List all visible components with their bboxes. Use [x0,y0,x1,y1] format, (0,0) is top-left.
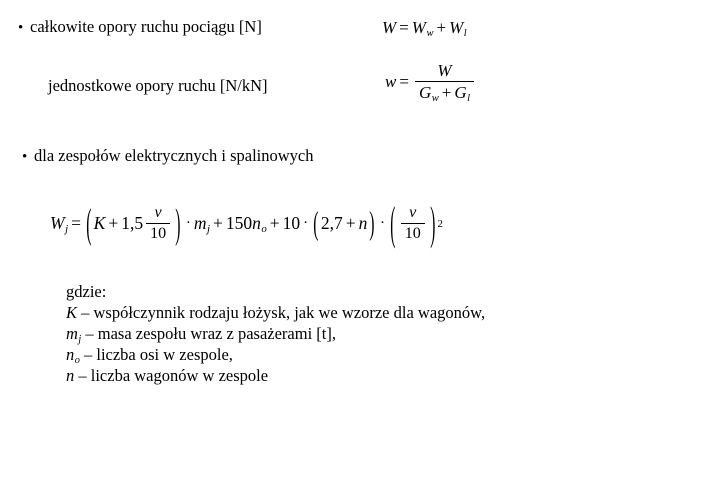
label-unit-resistance: jednostkowe opory ruchu [N/kN] [48,76,268,95]
formula3-axles-base: n [252,213,261,234]
legend-entry-n [66,365,485,386]
formula3-frac2-denominator: 10 [404,224,421,242]
legend-symbol-n-axles-sub: o [74,354,80,366]
formula1-term2 [449,18,467,38]
formula3-fraction-2 [401,205,425,243]
formula2-den-term1-base: G [418,82,432,102]
formula3-dot-3: · [380,215,386,232]
formula-emu-resistance: $W_j$ = ( K + 1,5 $\frac{v}{10}$ ) · $m_j$ + 150 $n_o$ + 10 · ( 2,7 + n ) · ( $\frac{v}{10}$ ) 2 [50,197,443,251]
formula3-fraction-1 [146,205,170,243]
bullet-label-total-resistance: całkowite opory ruchu pociągu [N] [30,17,262,36]
legend-text-n-axles: liczba osi w zespole, [96,345,233,364]
formula2-den-term2-base: G [454,82,467,102]
legend-text-K: współczynnik rodzaju łożysk, jak we wzorze dla wagonów, [93,303,486,322]
formula3-frac2-numerator: v [409,204,417,221]
formula3-equals: = [71,213,81,234]
formula3-lhs-sub: j [65,223,69,236]
bullet-label-emu-dmu: dla zespołów elektrycznych i spalinowych [34,146,314,165]
formula2-den-term2-sub: l [467,92,471,104]
formula3-open-paren: ( [86,200,92,248]
formula3-mass-base: m [193,213,207,234]
formula3-dot-1: · [185,215,191,232]
formula1-lhs: W [382,18,397,37]
formula1-term1-base: W [411,18,426,37]
legend-dash-n: – [78,366,87,385]
legend-heading: gdzie: [66,282,107,301]
formula3-plus-2: + [213,213,223,234]
formula3-dot-2: · [303,215,309,232]
formula3-open-paren-3: ( [390,197,396,251]
legend-dash-m: – [85,324,94,343]
formula1-equals: = [399,18,409,37]
formula1-plus: + [436,18,447,37]
legend-symbol-K: K [66,303,78,322]
legend-entry-K [66,302,485,323]
formula3-plus-1: + [108,213,119,234]
bullet-item-emu-dmu [22,146,314,166]
formula2-equals: = [399,71,409,91]
formula3-plus-4: + [345,213,356,234]
formula1-term2-sub: l [463,27,467,39]
formula3-mass-sub: j [206,223,210,236]
formula2-den-plus: + [441,82,452,102]
bullet-item-total-resistance [18,17,262,37]
formula3-close-paren-3: ) [430,197,436,251]
formula3-plus-3: + [269,213,280,234]
formula2-lhs: w [385,71,397,91]
formula2-fraction [415,62,474,102]
legend-symbol-m-sub: j [78,333,82,345]
formula2-denominator [415,84,474,102]
bullet-marker-icon: • [18,20,24,36]
legend-entry-no [66,344,485,365]
formula3-frac1-denominator: 10 [150,224,167,242]
formula3-coefficient: 1,5 [121,213,144,234]
formula1-term1-sub: w [426,27,434,39]
formula-unit-resistance [385,62,477,102]
formula3-axles [252,213,267,234]
formula1-term1 [412,18,434,38]
formula3-lhs [50,213,68,234]
legend-text-n: liczba wagonów w zespole [90,366,269,385]
legend-block [66,281,485,386]
formula3-close-paren-2: ) [369,205,375,242]
formula3-k: K [93,213,106,234]
legend-entry-mj [66,323,485,344]
formula2-den-term1-sub: w [431,92,439,104]
formula3-open-paren-2: ( [313,205,319,242]
formula3-lhs-base: W [50,213,65,234]
formula3-const-27: 2,7 [320,213,343,234]
legend-text-m: masa zespołu wraz z pasażerami [t], [97,324,336,343]
formula3-axles-sub: o [261,223,267,236]
formula-total-resistance [382,18,467,38]
legend-dash-K: – [81,303,90,322]
formula3-wagons: n [358,213,368,234]
formula3-const-10: 10 [282,213,301,234]
formula3-mass [194,213,210,234]
formula3-close-paren: ) [175,200,181,248]
bullet-marker-icon: • [22,149,28,165]
legend-symbol-m: m [66,324,78,343]
legend-symbol-n: n [66,366,75,385]
formula3-frac1-numerator: v [154,204,162,221]
legend-symbol-n-axles: n [66,345,75,364]
formula3-const-150: 150 [225,213,253,234]
legend-dash-no: – [83,345,93,364]
formula1-term2-base: W [449,18,464,37]
formula2-numerator: W [437,61,452,80]
